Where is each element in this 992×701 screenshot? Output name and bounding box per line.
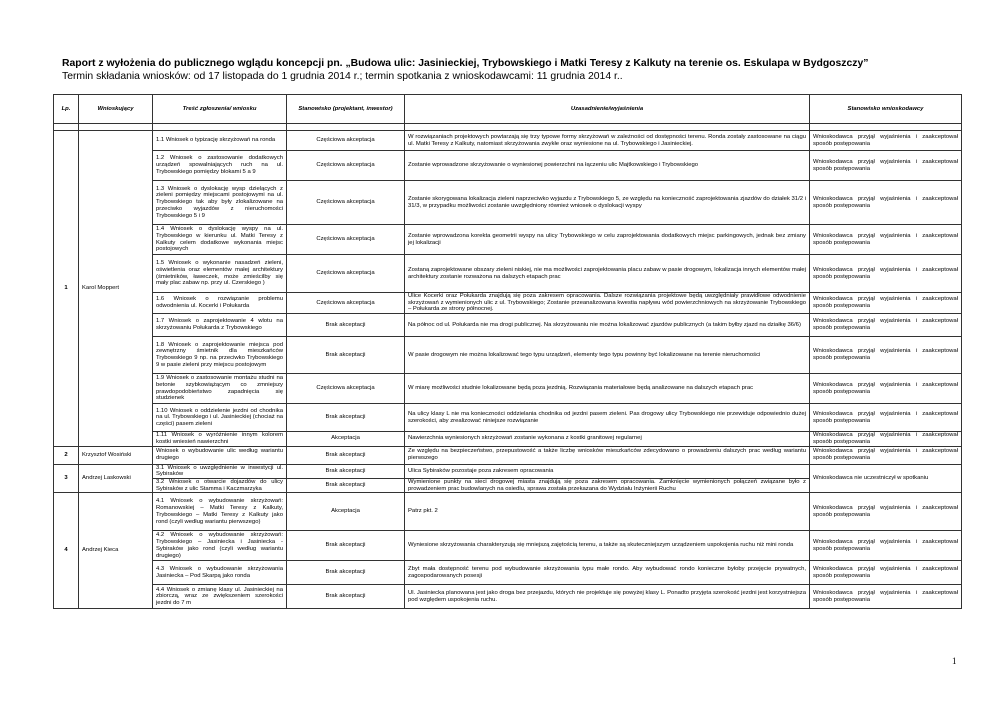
reason-text: Ze względu na bezpieczeństwo, przepustowość a także liczbę wniosków mieszkańców zdecydowano o prowadzeniu dalszych prac według wariantu pierwszego [405,446,810,464]
applicant-name: Krzysztof Wosiński [79,446,153,464]
applicant-response: Wnioskodawca przyjął wyjaśnienia i zaakceptował sposób postępowania [810,293,962,314]
column-header-position: Stanowisko (projektant, inwestor) [287,95,405,124]
column-header-response: Stanowisko wnioskodawcy [810,95,962,124]
table-row [54,493,962,531]
header-spacer-row [54,124,962,131]
table-row [54,293,962,314]
reason-text: Na północ od ul. Połukarda nie ma drogi publicznej. Na skrzyżowaniu nie można lokalizować zjazdów publicznych (a takim byłby zjazd na działkę 36/6) [405,314,810,337]
applicant-response: Wnioskodawca przyjął wyjaśnienia i zaakceptował sposób postępowania [810,151,962,181]
table-row [54,446,962,464]
spacer-cell [79,124,153,131]
reason-text: Zostaną zaprojektowane obszary zieleni niskiej, nie ma możliwości zaprojektowania placu zabaw w pasie drogowym, lokalizacja innych elementów małej architektury zostanie rozważona na dalszych etapach prac [405,255,810,293]
reason-text: Wymienione punkty na sieci drogowej miasta znajdują się poza zakresem opracowania. Zamknięcie wymienionych połączeń związane było z prowadzeniem prac budowlanych na osiedlu, sprawa została przekazana do Wydziału Inżynierii Ruchu [405,478,810,492]
report-table [53,94,962,609]
table-row [54,374,962,404]
applicant-response: Wnioskodawca przyjął wyjaśnienia i zaakceptował sposób postępowania [810,225,962,255]
position-text: Częściowa akceptacja [287,131,405,151]
applicant-response: Wnioskodawca przyjął wyjaśnienia i zaakceptował sposób postępowania [810,374,962,404]
column-header-lp: Lp. [54,95,79,124]
position-text: Brak akceptacji [287,404,405,432]
request-text: 4.4 Wniosek o zmianę klasy ul. Jasinieckiej na zbiorczą, wraz ze zwiększeniem szerokości jezdni do 7 m [153,585,287,609]
reason-text: Ul. Jasiniecka planowana jest jako droga bez przejazdu, których nie projektuje się powyżej klasy L. Ponadto przyjęta szerokość jezdni jest korzystniejsza pod względem uspokojenia ruchu. [405,585,810,609]
request-text: 1.3 Wniosek o dyslokację wysp dzielących z zieleni pomiędzy miejscami postojowymi na ul. Trybowskiego tak aby były zlokalizowane na przeciwko wyjazdów z nieruchomości Trybowskiego 5 i 9 [153,181,287,225]
row-number: 3 [54,464,79,493]
table-row [54,432,962,446]
request-text: 1.6 Wniosek o rozwiązanie problemu odwodnienia ul. Kocerki i Połukarda [153,293,287,314]
reason-text: Ulica Sybiraków pozostaje poza zakresem opracowania [405,464,810,478]
table-row [54,464,962,478]
applicant-response: Wnioskodawca przyjął wyjaśnienia i zaakceptował sposób postępowania [810,432,962,446]
request-text: Wniosek o wybudowanie ulic według wariantu drugiego [153,446,287,464]
reason-text: Na ulicy klasy L nie ma konieczności oddzielania chodnika od jezdni pasem zieleni. Pas drogowy ulicy Trybowskiego nie przewiduje odpowiednio dużej szerokości, aby zrealizować niniejsze rozwiązanie [405,404,810,432]
applicant-response: Wnioskodawca przyjął wyjaśnienia i zaakceptował sposób postępowania [810,585,962,609]
reason-text: Zostanie skorygowana lokalizacja zieleni naprzeciwko wyjazdu z Trybowskiego 5, ze względu na konieczność zaprojektowania zjazdów do działek 31/2 i 31/3, w przypadku możliwości zostanie uwzględniony również wniosek o dyslokacji wyspy [405,181,810,225]
request-text: 1.9 Wniosek o zastosowanie montażu studni na betonie szybkowiążącym co zmniejszy prawdopodobieństwo zapadnięcia się studzienek [153,374,287,404]
table-row [54,255,962,293]
position-text: Brak akceptacji [287,314,405,337]
applicant-response: Wnioskodawca przyjął wyjaśnienia i zaakceptował sposób postępowania [810,337,962,374]
request-text: 1.7 Wniosek o zaprojektowanie 4 wlotu na skrzyżowaniu Połukarda z Trybowskiego [153,314,287,337]
request-text: 3.1 Wniosek o uwzględnienie w inwestycji ul. Sybiraków [153,464,287,478]
table-row [54,585,962,609]
applicant-name: Andrzej Kieca [79,493,153,609]
request-text: 1.11 Wniosek o wyróżnienie innym kolorem kostki wniesień nawierzchni [153,432,287,446]
request-text: 1.8 Wniosek o zaprojektowanie miejsca pod zewnętrzny śmietnik dla mieszkańców Trybowskiego 9 np. na przeciwko Trybowskiego 9 w pasie zieleni przy miejscu postojowym [153,337,287,374]
table-row [54,314,962,337]
reason-text: W rozwiązaniach projektowych powtarzają się trzy typowe formy skrzyżowań w zależności od dostępności terenu. Ronda zostały zastosowane na ciągu ul. Matki Teresy z Kalkuty, natomiast skrzyżowania zwykłe oraz wyniesione na ul. Trybowskiego i Jasinieckiej. [405,131,810,151]
position-text: Brak akceptacji [287,464,405,478]
applicant-name: Andrzej Laskowski [79,464,153,493]
request-text: 4.1 Wniosek o wybudowanie skrzyżowań: Romanowskiej – Matki Teresy z Kalkuty, Trybowskiego – Matki Teresy z Kalkuty jako rond (czyli według wariantu pierwszego) [153,493,287,531]
request-text: 3.2 Wniosek o otwarcie dojazdów do ulicy Sybiraków z ulic Stamma i Kaczmarzyka [153,478,287,492]
row-number: 2 [54,446,79,464]
request-text: 4.3 Wniosek o wybudowanie skrzyżowania Jasiniecka – Pod Skarpą jako ronda [153,561,287,585]
table-row [54,337,962,374]
applicant-response: Wnioskodawca przyjął wyjaśnienia i zaakceptował sposób postępowania [810,181,962,225]
reason-text: Zostanie wprowadzona korekta geometrii wyspy na ulicy Trybowskiego w celu zaprojektowania dodatkowych miejsc parkingowych, jednak bez zmiany jej lokalizacji [405,225,810,255]
document-subtitle: Termin składania wniosków: od 17 listopada do 1 grudnia 2014 r.; termin spotkania z wnioskodawcami: 11 grudnia 2014 r.. [62,71,623,82]
request-text: 1.1 Wniosek o typizację skrzyżowań na ronda [153,131,287,151]
reason-text: W pasie drogowym nie można lokalizować tego typu urządzeń, elementy tego typu powinny być lokalizowane na terenie nieruchomości [405,337,810,374]
position-text: Brak akceptacji [287,561,405,585]
reason-text: Ulice Kocerki oraz Połukarda znajdują się poza zakresem opracowania. Dalsze rozwiązania projektowe będą uwzględniały prawidłowe odwodnienie skrzyżowań z wymienionych ulic z ul. Trybowskiego; Zostanie przeanalizowana kwestia napływu wód powierzchniowych na skrzyżowanie Trybowskiego – Połukarda ze strony północnej. [405,293,810,314]
applicant-response: Wnioskodawca nie uczestniczył w spotkaniu [810,464,962,493]
position-text: Częściowa akceptacja [287,255,405,293]
position-text: Częściowa akceptacja [287,151,405,181]
table-header-row [54,95,962,124]
position-text: Brak akceptacji [287,531,405,561]
position-text: Częściowa akceptacja [287,293,405,314]
row-number: 1 [54,131,79,447]
spacer-cell [810,124,962,131]
position-text: Brak akceptacji [287,446,405,464]
reason-text: Wyniesione skrzyżowania charakteryzują się mniejszą zajętością terenu, a także są skuteczniejszym urządzeniem uspokojenia ruchu niż mini ronda [405,531,810,561]
position-text: Częściowa akceptacja [287,374,405,404]
column-header-applicant: Wnioskujący [79,95,153,124]
page-number: 1 [952,656,957,666]
position-text: Akceptacja [287,493,405,531]
request-text: 4.2 Wniosek o wybudowanie skrzyżowań: Trybowskiego – Jasiniecka i Jasiniecka - Sybiraków jako rond (czyli według wariantu drugiego) [153,531,287,561]
spacer-cell [54,124,79,131]
reason-text: Patrz pkt. 2 [405,493,810,531]
request-text: 1.4 Wniosek o dyslokację wyspy na ul. Trybowskiego w kierunku ul. Matki Teresy z Kalkuty celem dodatkowe wykonania miejsc postojowych [153,225,287,255]
applicant-response: Wnioskodawca przyjął wyjaśnienia i zaakceptował sposób postępowania [810,131,962,151]
column-header-reason: Uzasadnienie/wyjaśnienia [405,95,810,124]
table-row [54,131,962,151]
applicant-response: Wnioskodawca przyjął wyjaśnienia i zaakceptował sposób postępowania [810,446,962,464]
table-row [54,561,962,585]
reason-text: W miarę możliwości studnie lokalizowane będą poza jezdnią. Rozwiązania materiałowe będą analizowane na dalszych etapach prac [405,374,810,404]
applicant-response: Wnioskodawca przyjął wyjaśnienia i zaakceptował sposób postępowania [810,255,962,293]
applicant-response: Wnioskodawca przyjął wyjaśnienia i zaakceptował sposób postępowania [810,493,962,531]
table-row [54,404,962,432]
applicant-response: Wnioskodawca przyjął wyjaśnienia i zaakceptował sposób postępowania [810,404,962,432]
table-row [54,181,962,225]
spacer-cell [153,124,287,131]
table-row [54,151,962,181]
row-number: 4 [54,493,79,609]
request-text: 1.5 Wniosek o wykonanie nasadzeń zieleni, oświetlenia oraz elementów małej architektury (śmietników, ławeczek, może zmieścilby się mały plac zabaw np. przy ul. Czerskiego ) [153,255,287,293]
reason-text: Zbyt mała dostępność terenu pod wybudowanie skrzyżowania typu małe rondo. Aby wybudować rondo konieczne byłoby przejęcie prywatnych, zagospodarowanych posesji [405,561,810,585]
applicant-response: Wnioskodawca przyjął wyjaśnienia i zaakceptował sposób postępowania [810,531,962,561]
request-text: 1.10 Wniosek o oddzielenie jezdni od chodnika na ul. Trybowskiego i ul. Jasinieckiej (chociaż na części) pasem zieleni [153,404,287,432]
document-title: Raport z wyłożenia do publicznego wglądu koncepcji pn. „Budowa ulic: Jasinieckiej, Trybowskiego i Matki Teresy z Kalkuty na terenie os. Eskulapa w Bydgoszczy” [62,58,869,69]
spacer-cell [287,124,405,131]
reason-text: Zostanie wprowadzone skrzyżowanie o wyniesionej powierzchni na łączeniu ulic Majtkowskiego i Trybowskiego [405,151,810,181]
reason-text: Nawierzchnia wyniesionych skrzyżowań zostanie wykonana z kostki granitowej regularnej [405,432,810,446]
position-text: Częściowa akceptacja [287,181,405,225]
table-row [54,531,962,561]
position-text: Częściowa akceptacja [287,225,405,255]
position-text: Akceptacja [287,432,405,446]
applicant-response: Wnioskodawca przyjął wyjaśnienia i zaakceptował sposób postępowania [810,314,962,337]
position-text: Brak akceptacji [287,585,405,609]
applicant-name: Karol Moppert [79,131,153,447]
table-row [54,225,962,255]
position-text: Brak akceptacji [287,337,405,374]
position-text: Brak akceptacji [287,478,405,492]
applicant-response: Wnioskodawca przyjął wyjaśnienia i zaakceptował sposób postępowania [810,561,962,585]
spacer-cell [405,124,810,131]
column-header-request: Treść zgłoszenia/ wniosku [153,95,287,124]
request-text: 1.2 Wniosek o zastosowanie dodatkowych urządzeń spowalniających ruch na ul. Trybowskiego pomiędzy blokami 5 a 9 [153,151,287,181]
